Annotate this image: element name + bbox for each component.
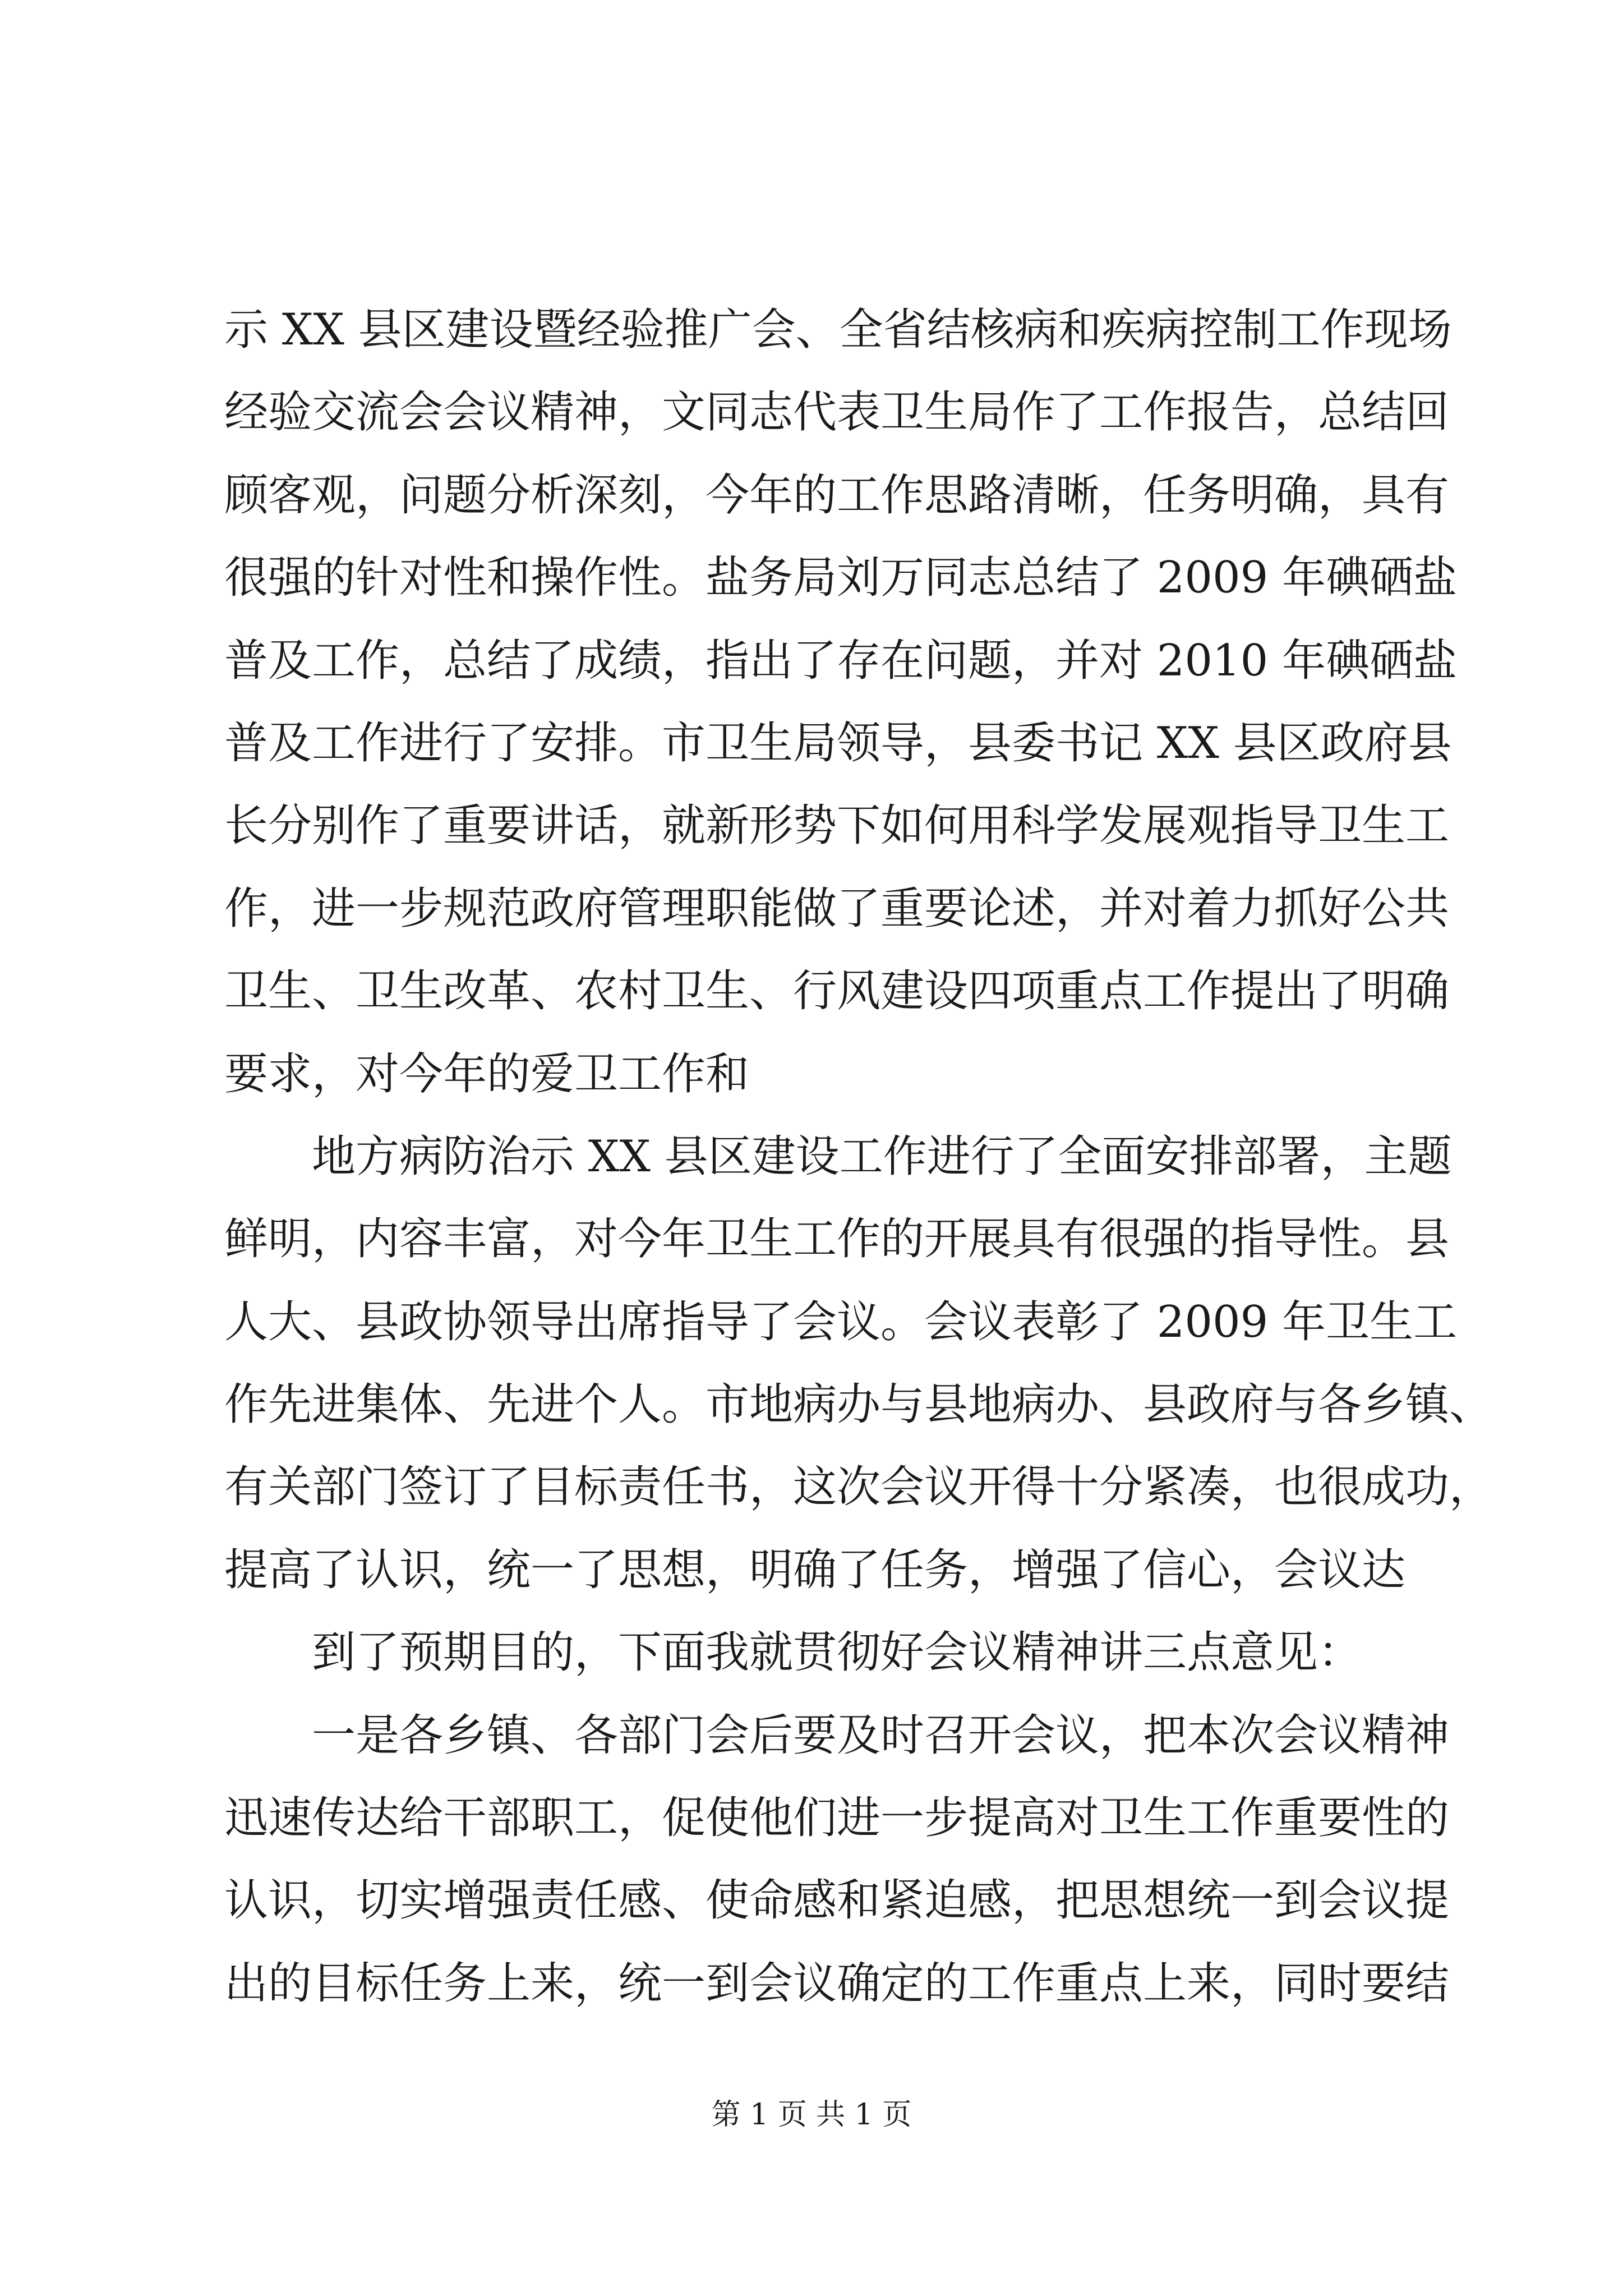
text-line: 经验交流会会议精神，文同志代表卫生局作了工作报告，总结回 [224,387,1450,438]
text-line: 卫生、卫生改革、农村卫生、行风建设四项重点工作提出了明确 [224,966,1450,1017]
document-body [224,289,1493,2025]
text-line: 有关部门签订了目标责任书，这次会议开得十分紧凑，也很成功， [224,1462,1493,1513]
text-line: 示 XX 县区建设暨经验推广会、全省结核病和疾病控制工作现场 [224,305,1452,355]
text-line: 认识，切实增强责任感、使命感和紧迫感，把思想统一到会议提 [224,1875,1450,1926]
text-line: 顾客观，问题分析深刻，今年的工作思路清晰，任务明确，具有 [224,470,1450,521]
text-line: 很强的针对性和操作性。盐务局刘万同志总结了 2009 年碘硒盐 [224,553,1458,604]
text-line: 作先进集体、先进个人。市地病办与县地病办、县政府与各乡镇、 [224,1379,1493,1430]
text-line: 地方病防治示 XX 县区建设工作进行了全面安排部署，主题 [312,1131,1452,1182]
text-line: 要求，对今年的爱卫工作和 [224,1048,750,1099]
text-line: 到了预期目的，下面我就贯彻好会议精神讲三点意见： [312,1627,1362,1678]
text-line: 迅速传达给干部职工，促使他们进一步提高对卫生工作重要性的 [224,1793,1450,1844]
text-line: 作，进一步规范政府管理职能做了重要论述，并对着力抓好公共 [224,883,1450,934]
text-line: 出的目标任务上来，统一到会议确定的工作重点上来，同时要结 [224,1958,1450,2009]
text-line: 普及工作进行了安排。市卫生局领导，县委书记 XX 县区政府县 [224,717,1452,769]
text-line: 长分别作了重要讲话，就新形势下如何用科学发展观指导卫生工 [224,800,1450,852]
page-footer [0,2095,1623,2134]
text-line: 普及工作，总结了成绩，指出了存在问题，并对 2010 年碘硒盐 [224,635,1458,686]
text-line: 人大、县政协领导出席指导了会议。会议表彰了 2009 年卫生工 [224,1296,1458,1347]
text-line: 提高了认识，统一了思想，明确了任务，增强了信心，会议达 [224,1544,1406,1595]
text-line: 鲜明，内容丰富，对今年卫生工作的开展具有很强的指导性。县 [224,1214,1450,1265]
page-number: 第 1 页 共 1 页 [711,2098,912,2132]
text-line: 一是各乡镇、各部门会后要及时召开会议，把本次会议精神 [312,1710,1450,1761]
